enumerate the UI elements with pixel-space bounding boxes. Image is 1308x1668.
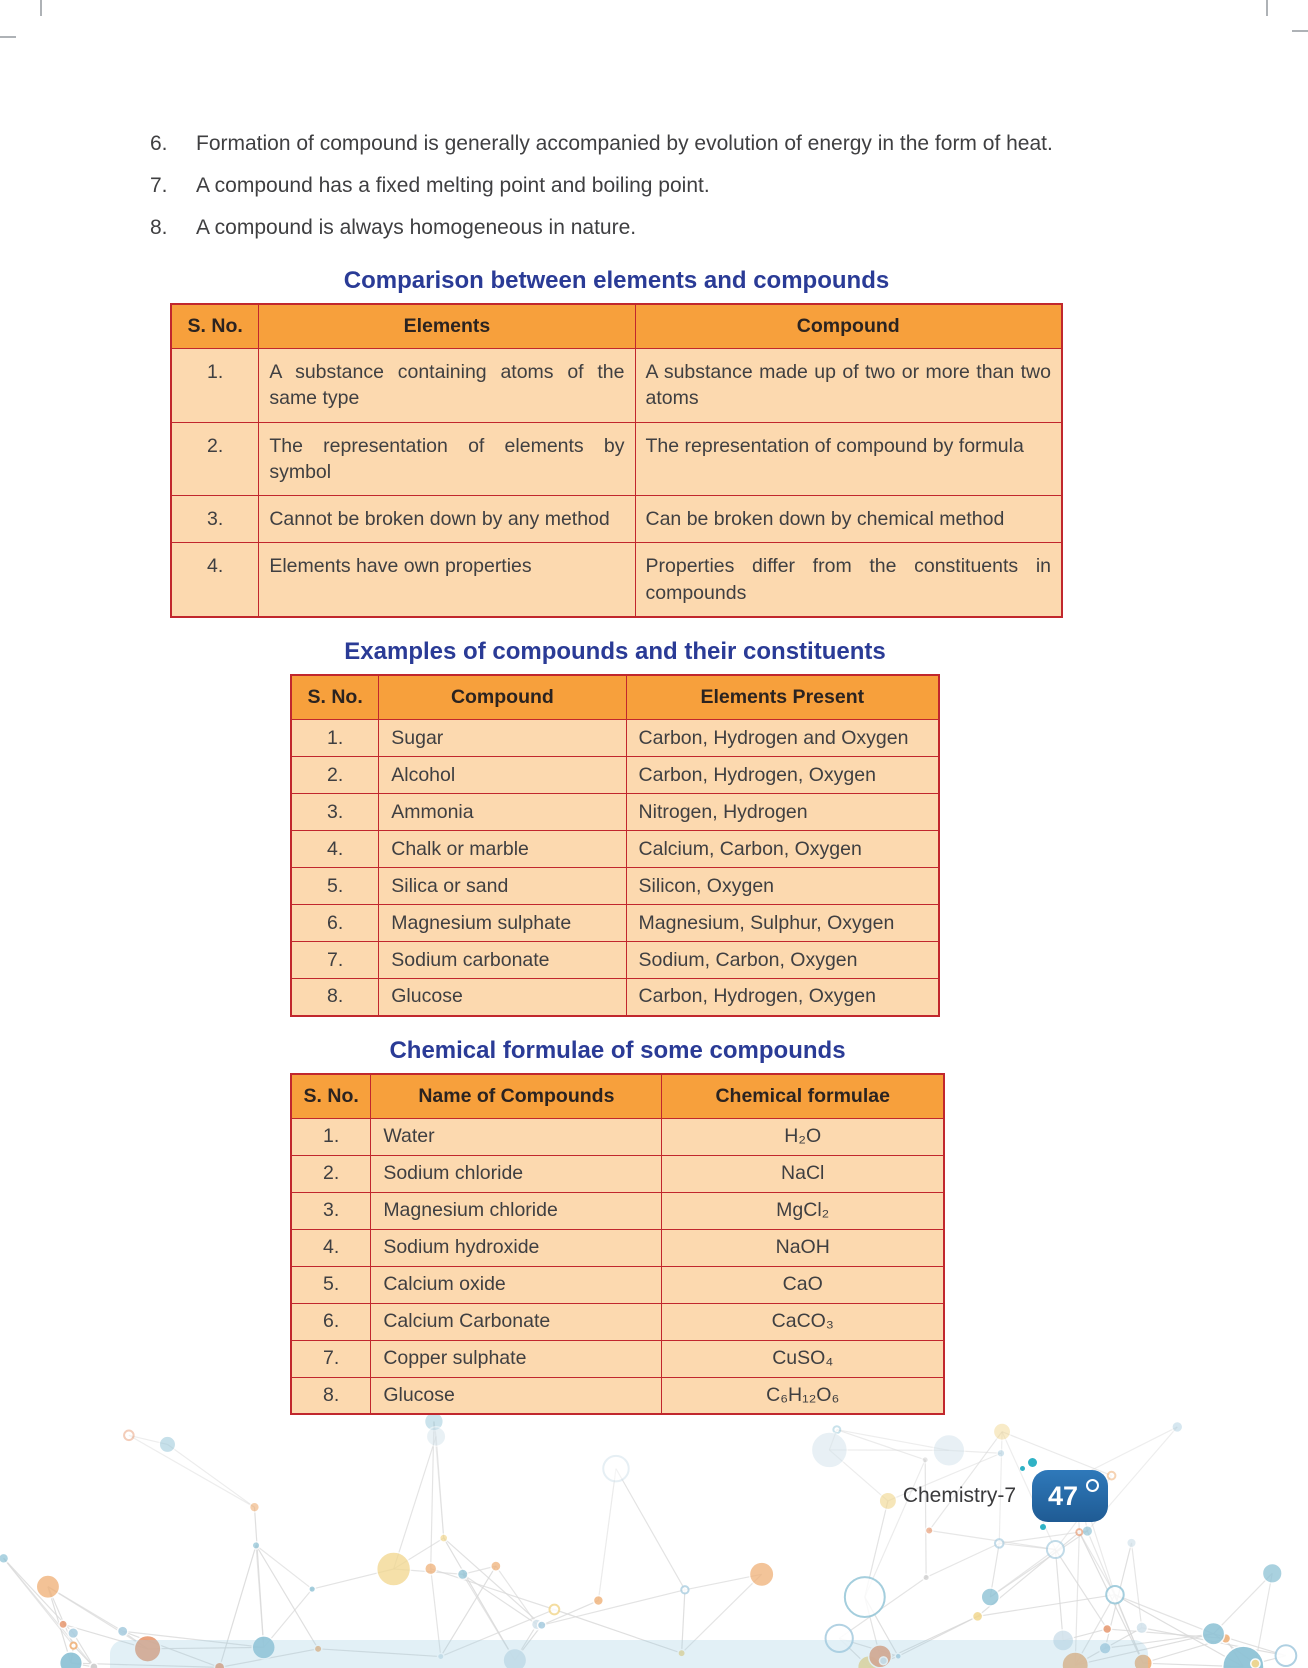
table-cell: Sodium carbonate [379,942,626,979]
table-cell: 4. [291,1229,371,1266]
table-cell: Properties differ from the constituents in compounds [635,543,1062,617]
table-row [291,1303,944,1340]
table-cell: 3. [291,1192,371,1229]
table-header [291,675,939,720]
table-cell: 8. [291,1377,371,1414]
table-cell: Nitrogen, Hydrogen [626,794,939,831]
table-row [291,720,939,757]
table-cell: Ammonia [379,794,626,831]
table-cell: Cannot be broken down by any method [259,496,635,543]
table-header-row [291,1074,944,1119]
table-row [291,1155,944,1192]
list-item-number: 8. [150,215,168,239]
table-row [291,1118,944,1155]
table-cell: Magnesium, Sulphur, Oxygen [626,905,939,942]
table-row [291,979,939,1016]
section-heading-wrap [290,1037,945,1065]
list-item [150,130,1090,159]
table-cell: Magnesium sulphate [379,905,626,942]
table-row [291,831,939,868]
table-row [291,1266,944,1303]
page-footer [903,1470,1108,1522]
list-item-number: 7. [150,173,168,197]
decorative-dot [1040,1524,1046,1530]
table-cell: 1. [291,720,379,757]
table-cell: Sodium, Carbon, Oxygen [626,942,939,979]
section-title-comparison: Comparison between elements and compounds [343,266,890,294]
table-cell: 7. [291,1340,371,1377]
table-header-row [171,304,1062,349]
section-heading-wrap [290,638,940,666]
table-row [291,794,939,831]
table-cell: Silicon, Oxygen [626,868,939,905]
decorative-dot [1028,1458,1037,1467]
comparison-table [170,303,1063,618]
list-item-text: A compound is always homogeneous in nature. [196,215,637,239]
table-cell: NaOH [662,1229,944,1266]
table-cell: CaCO₃ [662,1303,944,1340]
table-cell: 6. [291,1303,371,1340]
formulae-table [290,1073,945,1416]
table-cell: Alcohol [379,757,626,794]
table-row [291,1340,944,1377]
table-cell: 3. [291,794,379,831]
table-header [171,304,1062,349]
list-item-text: A compound has a fixed melting point and boiling point. [196,173,710,197]
table-cell: Water [371,1118,662,1155]
table-cell: CuSO₄ [662,1340,944,1377]
table-cell: Carbon, Hydrogen, Oxygen [626,757,939,794]
table-body [291,1118,944,1414]
numbered-list [150,130,1090,243]
column-header: Elements [259,304,635,349]
table-cell: Sodium chloride [371,1155,662,1192]
table-header [291,1074,944,1119]
list-item [150,172,1090,201]
table-cell: 5. [291,1266,371,1303]
table-cell: A substance made up of two or more than two atoms [635,348,1062,422]
table-cell: CaO [662,1266,944,1303]
table-body [171,348,1062,617]
table-cell: Sodium hydroxide [371,1229,662,1266]
table-cell: 6. [291,905,379,942]
table-cell: 3. [171,496,259,543]
section-title-formulae: Chemical formulae of some compounds [389,1036,846,1064]
table-cell: Silica or sand [379,868,626,905]
table-row [171,422,1062,496]
table-cell: Copper sulphate [371,1340,662,1377]
table-row [291,905,939,942]
table-cell: Glucose [379,979,626,1016]
table-cell: Carbon, Hydrogen and Oxygen [626,720,939,757]
column-header: Compound [635,304,1062,349]
table-cell: Can be broken down by chemical method [635,496,1062,543]
table-cell: 1. [171,348,259,422]
column-header: Chemical formulae [662,1074,944,1119]
section-heading-wrap [170,267,1063,295]
table-row [291,1192,944,1229]
column-header: Name of Compounds [371,1074,662,1119]
column-header: Elements Present [626,675,939,720]
table-row [171,348,1062,422]
book-title-label: Chemistry-7 [902,1484,1016,1507]
column-header: S. No. [291,675,379,720]
table-row [291,942,939,979]
list-item-text: Formation of compound is generally accompanied by evolution of energy in the form of heat. [196,132,1053,155]
table-cell: Calcium oxide [371,1266,662,1303]
table-row [291,757,939,794]
table-row [291,868,939,905]
table-cell: Calcium Carbonate [371,1303,662,1340]
table-cell: A substance containing atoms of the same type [259,348,635,422]
table-cell: 4. [291,831,379,868]
table-header-row [291,675,939,720]
table-cell: The representation of compound by formula [635,422,1062,496]
table-row [171,543,1062,617]
column-header: Compound [379,675,626,720]
table-cell: The representation of elements by symbol [259,422,635,496]
table-cell: 2. [291,757,379,794]
column-header: S. No. [171,304,259,349]
table-cell: 4. [171,543,259,617]
table-cell: NaCl [662,1155,944,1192]
table-row [291,1229,944,1266]
table-cell: 8. [291,979,379,1016]
table-cell: 2. [291,1155,371,1192]
table-cell: Sugar [379,720,626,757]
list-item [150,214,1090,243]
section-title-examples: Examples of compounds and their constituents [344,638,886,666]
table-cell: Glucose [371,1377,662,1414]
table-cell: H₂O [662,1118,944,1155]
table-cell: 1. [291,1118,371,1155]
table-cell: C₆H₁₂O₆ [662,1377,944,1414]
table-cell: Magnesium chloride [371,1192,662,1229]
table-cell: MgCl₂ [662,1192,944,1229]
table-body [291,720,939,1016]
table-cell: 7. [291,942,379,979]
table-cell: Elements have own properties [259,543,635,617]
bottom-accent-strip [110,1640,1148,1668]
page-number-badge-wrap [1032,1470,1108,1522]
column-header: S. No. [291,1074,371,1119]
table-cell: Chalk or marble [379,831,626,868]
table-row [291,1377,944,1414]
page-number-badge: 47 [1032,1470,1108,1522]
list-item-number: 6. [150,132,168,155]
table-cell: 2. [171,422,259,496]
table-cell: Carbon, Hydrogen, Oxygen [626,979,939,1016]
examples-table [290,674,940,1017]
table-cell: 5. [291,868,379,905]
table-cell: Calcium, Carbon, Oxygen [626,831,939,868]
decorative-dot [1020,1466,1025,1471]
table-row [171,496,1062,543]
